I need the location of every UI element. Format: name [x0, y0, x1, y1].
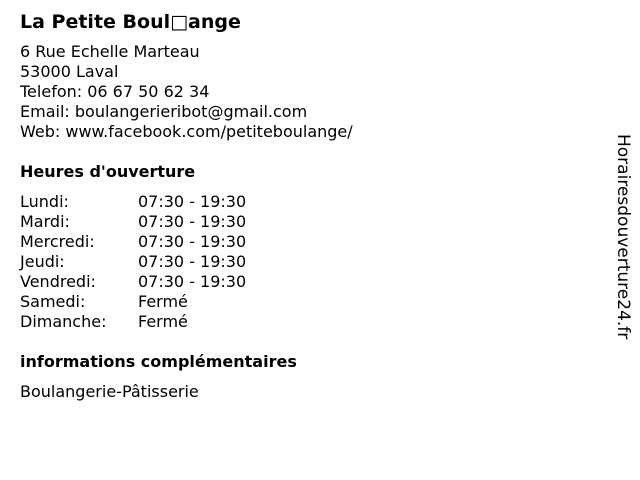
day-hours: 07:30 - 19:30	[138, 192, 247, 211]
day-hours: Fermé	[138, 312, 188, 331]
day-hours: 07:30 - 19:30	[138, 252, 247, 271]
day-label: Samedi:	[20, 292, 86, 311]
contact-block	[20, 42, 600, 142]
day-hours: 07:30 - 19:30	[138, 212, 247, 231]
hours-heading: Heures d'ouverture	[20, 162, 196, 181]
hours-row-sunday	[20, 312, 600, 332]
hours-row-thursday	[20, 252, 600, 272]
web-line: Web: www.facebook.com/petiteboulange/	[20, 122, 353, 141]
day-label: Lundi:	[20, 192, 69, 211]
day-label: Mercredi:	[20, 232, 95, 251]
day-hours: Fermé	[138, 292, 188, 311]
business-category: Boulangerie-Pâtisserie	[20, 382, 199, 401]
hours-row-wednesday	[20, 232, 600, 252]
hours-row-friday	[20, 272, 600, 292]
info-heading: informations complémentaires	[20, 352, 297, 371]
day-label: Vendredi:	[20, 272, 96, 291]
hours-table	[20, 192, 600, 332]
site-watermark: Horairesdouverture24.fr	[613, 134, 633, 340]
address-street: 6 Rue Echelle Marteau	[20, 42, 200, 61]
hours-row-monday	[20, 192, 600, 212]
day-hours: 07:30 - 19:30	[138, 232, 247, 251]
phone-line: Telefon: 06 67 50 62 34	[20, 82, 210, 101]
business-card	[20, 10, 600, 402]
email-line: Email: boulangerieribot@gmail.com	[20, 102, 308, 121]
day-hours: 07:30 - 19:30	[138, 272, 247, 291]
hours-row-tuesday	[20, 212, 600, 232]
business-name: La Petite Boul□ange	[20, 11, 241, 33]
day-label: Dimanche:	[20, 312, 107, 331]
hours-row-saturday	[20, 292, 600, 312]
day-label: Jeudi:	[20, 252, 65, 271]
day-label: Mardi:	[20, 212, 70, 231]
address-city: 53000 Laval	[20, 62, 119, 81]
